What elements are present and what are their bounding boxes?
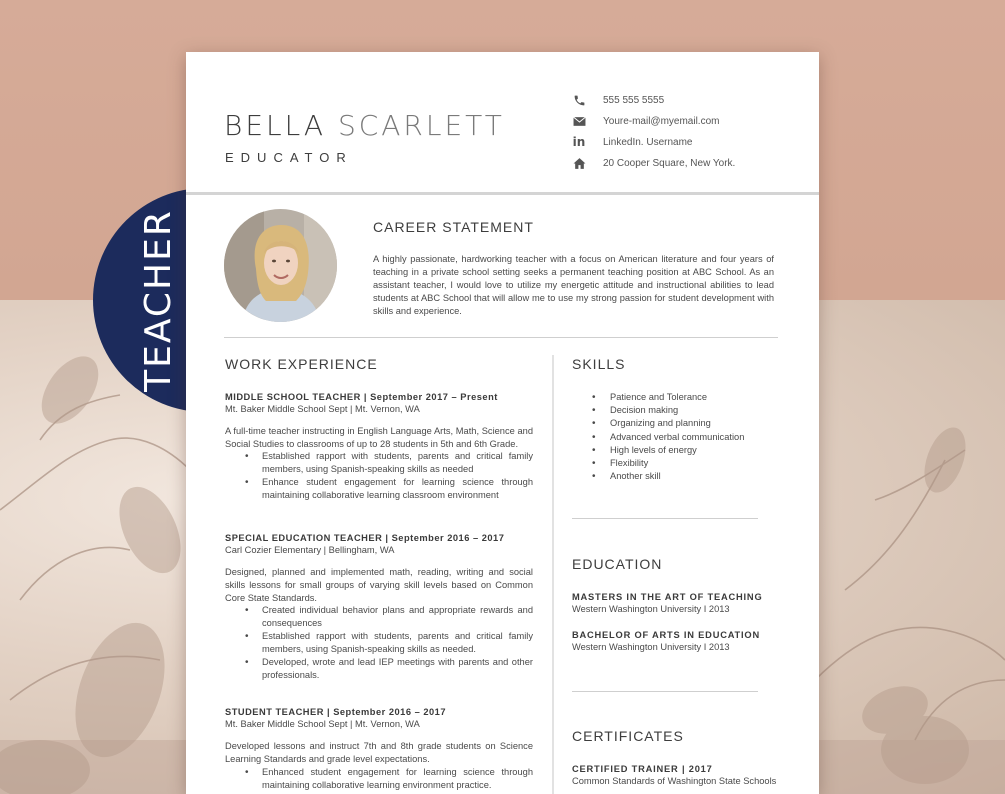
linkedin-icon: in <box>572 135 586 149</box>
list-item: • Created individual behavior plans and appropriate rewards and consequences <box>225 604 533 630</box>
home-icon <box>572 156 586 170</box>
career-divider <box>224 337 778 338</box>
list-item: • Established rapport with students, parents and critical family members, using Spanish-speaking skills as needed <box>225 450 533 476</box>
phone-icon <box>572 93 586 107</box>
job-employer-2: Carl Cozier Elementary | Bellingham, WA <box>225 545 395 555</box>
certificate-name-1: CERTIFIED TRAINER | 2017 <box>572 764 713 774</box>
list-item: • Patience and Tolerance <box>572 391 744 404</box>
job-description-3: Developed lessons and instruct 7th and 8th grade students on Science Learning Standards and grade level expectations. <box>225 741 533 764</box>
header-divider <box>186 192 819 195</box>
education-school-2: Western Washington University I 2013 <box>572 642 730 652</box>
floral-decoration-right <box>815 300 1005 794</box>
skills-list <box>572 391 744 483</box>
column-divider <box>552 355 554 794</box>
education-degree-1: MASTERS IN THE ART OF TEACHING <box>572 592 763 602</box>
certificates-title: CERTIFICATES <box>572 728 684 744</box>
job-description-1: A full-time teacher instructing in English Language Arts, Math, Science and Social Studies to classrooms of up to 28 students in 5th and 6th Grade. <box>225 426 533 449</box>
profile-photo <box>224 209 337 322</box>
job-bullets-2 <box>225 604 533 682</box>
phone-text: 555 555 5555 <box>603 94 665 106</box>
education-school-1: Western Washington University I 2013 <box>572 604 730 614</box>
contact-linkedin <box>572 133 812 151</box>
job-employer-1: Mt. Baker Middle School Sept | Mt. Vernon, WA <box>225 404 420 414</box>
list-item: • Enhanced student engagement for learning science through maintaining collaborative learning environment practice. <box>225 766 533 792</box>
envelope-icon <box>572 114 586 128</box>
first-name: BELLA <box>224 109 327 142</box>
address-text: 20 Cooper Square, New York. <box>603 157 736 169</box>
teacher-badge-label: TEACHER <box>137 208 179 392</box>
career-statement-text: A highly passionate, hardworking teacher with a focus on American literature and four years of teaching in a private school setting seeks a permanent teaching position at ABC School. As an assistant teacher, I would love to utilize my energetic attitude and instructional abilities to lead students at ABC School that will allow me to use my strong passion for student development with skills and experience. <box>373 254 774 316</box>
email-text: Youre-mail@myemail.com <box>603 115 720 127</box>
education-divider <box>572 691 758 692</box>
job-description-2: Designed, planned and implemented math, reading, writing and social skills lessons for small groups of varying skill levels based on Common Core State Standards. <box>225 567 533 603</box>
list-item: • Enhance student engagement for learning science through maintaining collaborative learning classroom environment <box>225 476 533 502</box>
job-title-1: MIDDLE SCHOOL TEACHER | September 2017 – Present <box>225 392 498 402</box>
linkedin-text: LinkedIn. Username <box>603 136 693 148</box>
job-title-2: SPECIAL EDUCATION TEACHER | September 2016 – 2017 <box>225 533 505 543</box>
resume-page <box>186 52 819 794</box>
certificate-org-1: Common Standards of Washington State Schools <box>572 776 777 786</box>
skills-title: SKILLS <box>572 356 626 372</box>
job-bullets-1 <box>225 450 533 502</box>
contact-email <box>572 112 812 130</box>
candidate-role: EDUCATOR <box>225 150 353 165</box>
list-item: • Advanced verbal communication <box>572 431 744 444</box>
education-title: EDUCATION <box>572 556 663 572</box>
contact-address <box>572 154 812 172</box>
list-item: • Another skill <box>572 470 744 483</box>
job-employer-3: Mt. Baker Middle School Sept | Mt. Vernon, WA <box>225 719 420 729</box>
work-experience-title: WORK EXPERIENCE <box>225 356 378 372</box>
list-item: • Developed, wrote and lead IEP meetings with parents and other professionals. <box>225 656 533 682</box>
contact-phone <box>572 91 812 109</box>
last-name: SCARLETT <box>337 109 505 142</box>
candidate-name <box>224 109 505 142</box>
list-item: • Decision making <box>572 404 744 417</box>
list-item: • Flexibility <box>572 457 744 470</box>
list-item: • Organizing and planning <box>572 417 744 430</box>
career-statement-title: CAREER STATEMENT <box>373 219 534 235</box>
list-item: • High levels of energy <box>572 444 744 457</box>
job-bullets-3 <box>225 766 533 792</box>
list-item: • Established rapport with students, parents and critical family members, using Spanish-speaking skills as needed. <box>225 630 533 656</box>
education-degree-2: BACHELOR OF ARTS IN EDUCATION <box>572 630 760 640</box>
job-title-3: STUDENT TEACHER | September 2016 – 2017 <box>225 707 447 717</box>
skills-divider <box>572 518 758 519</box>
